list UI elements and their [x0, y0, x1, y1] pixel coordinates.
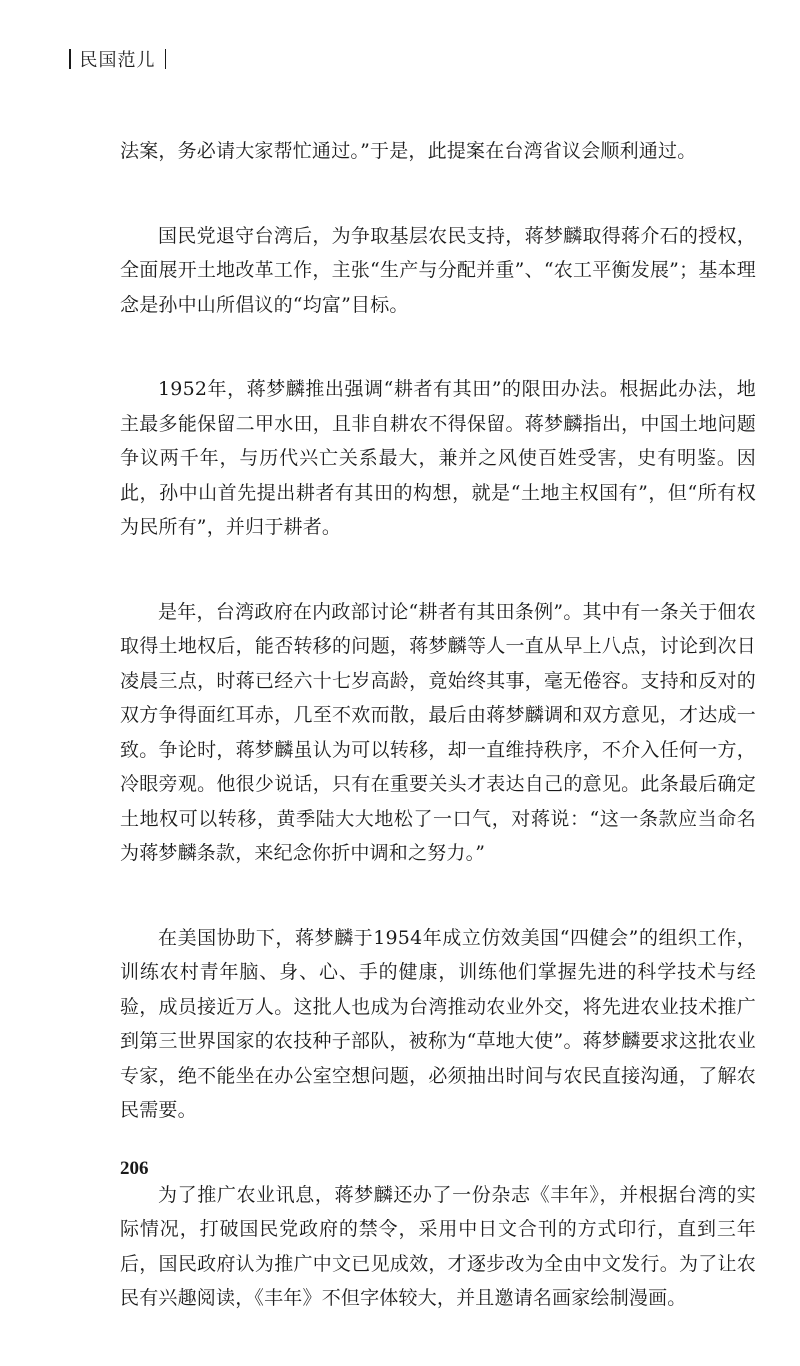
paragraph-continued: 法案，务必请大家帮忙通过。”于是，此提案在台湾省议会顺利通过。	[120, 140, 697, 162]
page-number: 206	[120, 1158, 149, 1179]
book-title: 民国范儿	[79, 50, 156, 71]
body-text	[120, 134, 756, 1366]
paragraph-harvest-magazine: 为了推广农业讯息，蒋梦麟还办了一份杂志《丰年》，并根据台湾的实际情况，打破国民党政府的禁令，采用中日文合刊的方式印行，直到三年后，国民政府认为推广中文已见成效，才逐步改为全由中文发行。为了让农民有兴趣阅读，《丰年》不但字体较大，并且邀请名画家绘制漫画。	[120, 1183, 756, 1309]
header-bar-right	[165, 49, 167, 69]
paragraph-land-reform-intro: 国民党退守台湾后，为争取基层农民支持，蒋梦麟取得蒋介石的授权，全面展开土地改革工作，主张“生产与分配并重”、“农工平衡发展”；基本理念是孙中山所倡议的“均富”目标。	[120, 224, 756, 316]
running-head	[60, 44, 175, 74]
paragraph-4h-club: 在美国协助下，蒋梦麟于1954年成立仿效美国“四健会”的组织工作，训练农村青年脑、身、心、手的健康，训练他们掌握先进的科学技术与经验，成员接近万人。这批人也成为台湾推动农业外交，将先进农业技术推广到第三世界国家的农技种子部队，被称为“草地大使”。蒋梦麟要求这批农业专家，绝不能坐在办公室空想问题，必须抽出时间与农民直接沟通，了解农民需要。	[120, 926, 756, 1121]
paragraph-land-limit-1952: 1952年，蒋梦麟推出强调“耕者有其田”的限田办法。根据此办法，地主最多能保留二甲水田，且非自耕农不得保留。蒋梦麟指出，中国土地问题争议两千年，与历代兴亡关系最大，兼并之风使百姓受害，史有明鉴。因此，孙中山首先提出耕者有其田的构想，就是“土地主权国有”，但“所有权为民所有”，并归于耕者。	[120, 378, 756, 538]
paragraph-land-to-tiller-debate: 是年，台湾政府在内政部讨论“耕者有其田条例”。其中有一条关于佃农取得土地权后，能否转移的问题，蒋梦麟等人一直从早上八点，讨论到次日凌晨三点，时蒋已经六十七岁高龄，竟始终其事，毫无倦容。支持和反对的双方争得面红耳赤，几至不欢而散，最后由蒋梦麟调和双方意见，才达成一致。争论时，蒋梦麟虽认为可以转移，却一直维持秩序，不介入任何一方，冷眼旁观。他很少说话，只有在重要关头才表达自己的意见。此条最后确定土地权可以转移，黄季陆大大地松了一口气，对蒋说：“这一条款应当命名为蒋梦麟条款，来纪念你折中调和之努力。”	[120, 600, 756, 864]
header-bar-left	[69, 49, 71, 69]
